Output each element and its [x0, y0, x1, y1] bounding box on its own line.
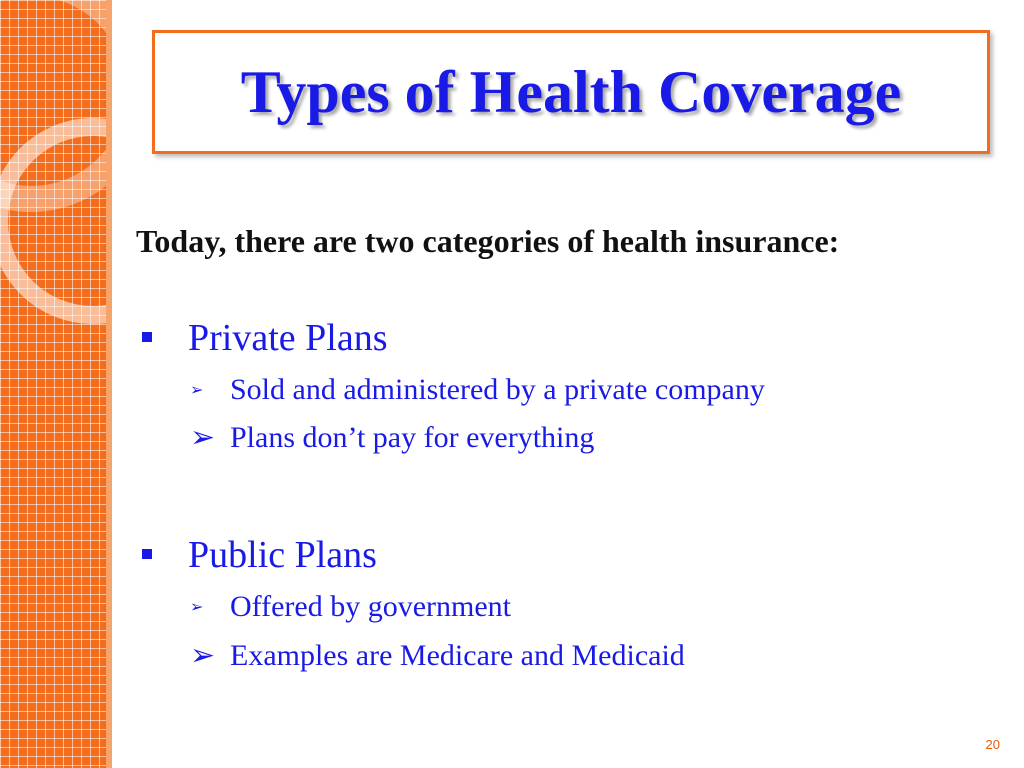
list-item [190, 638, 685, 673]
arrow-bullet-icon: ➢ [190, 639, 216, 672]
decorative-sidebar [0, 0, 112, 768]
list-item [190, 590, 511, 624]
slide-title: Types of Health Coverage [240, 58, 902, 125]
square-bullet-icon [142, 549, 152, 559]
page-number: 20 [985, 737, 1000, 752]
section-heading-label: Private Plans [188, 317, 388, 359]
intro-text: Today, there are two categories of health insurance: [136, 223, 840, 259]
arrow-bullet-icon: ➢ [190, 382, 204, 399]
list-item-label: Examples are Medicare and Medicaid [230, 638, 685, 672]
section-heading-private [142, 316, 387, 360]
list-item-label: Sold and administered by a private company [230, 373, 765, 406]
list-item [190, 420, 594, 455]
list-item-label: Offered by government [230, 590, 512, 623]
arrow-bullet-icon: ➢ [190, 421, 216, 454]
title-box [152, 30, 990, 154]
section-heading-label: Public Plans [188, 534, 377, 576]
sidebar-edge [106, 0, 112, 768]
list-item [190, 373, 765, 407]
list-item-label: Plans don’t pay for everything [230, 420, 595, 454]
section-heading-public [142, 533, 377, 577]
arrow-bullet-icon: ➢ [190, 599, 204, 616]
square-bullet-icon [142, 332, 152, 342]
